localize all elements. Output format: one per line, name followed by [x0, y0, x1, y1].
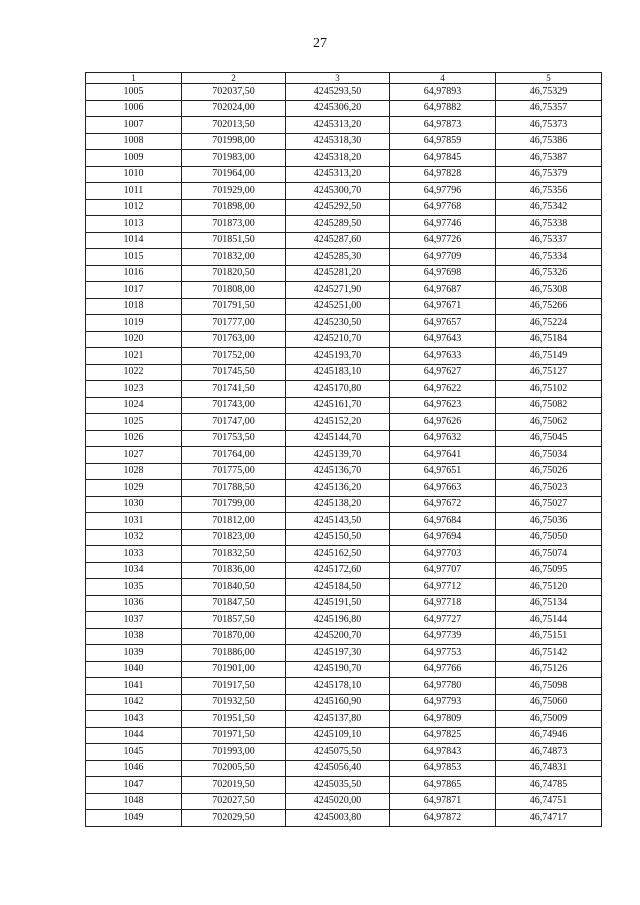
table-cell: 701983,00	[182, 150, 286, 167]
table-cell: 46,75127	[496, 364, 602, 381]
table-cell: 64,97825	[390, 727, 496, 744]
table-cell: 4245138,20	[286, 496, 390, 513]
table-cell: 701775,00	[182, 463, 286, 480]
table-cell: 46,75026	[496, 463, 602, 480]
table-cell: 702005,50	[182, 760, 286, 777]
table-cell: 1033	[86, 546, 182, 563]
table-cell: 701898,00	[182, 199, 286, 216]
table-cell: 1015	[86, 249, 182, 266]
table-cell: 46,74946	[496, 727, 602, 744]
table-cell: 46,75373	[496, 117, 602, 134]
table-cell: 1008	[86, 133, 182, 150]
table-cell: 1023	[86, 381, 182, 398]
table-cell: 1034	[86, 562, 182, 579]
table-row	[86, 331, 602, 348]
table-cell: 64,97865	[390, 777, 496, 794]
table-cell: 64,97872	[390, 810, 496, 827]
table-cell: 64,97753	[390, 645, 496, 662]
table-cell: 1022	[86, 364, 182, 381]
table-cell: 46,75142	[496, 645, 602, 662]
table-cell: 4245109,10	[286, 727, 390, 744]
table-cell: 4245251,00	[286, 298, 390, 315]
table-cell: 4245306,20	[286, 100, 390, 117]
table-cell: 701763,00	[182, 331, 286, 348]
table-row	[86, 414, 602, 431]
table-cell: 701873,00	[182, 216, 286, 233]
table-cell: 64,97712	[390, 579, 496, 596]
table-row	[86, 232, 602, 249]
table-cell: 4245144,70	[286, 430, 390, 447]
table-cell: 1047	[86, 777, 182, 794]
table-cell: 4245178,10	[286, 678, 390, 695]
table-cell: 4245313,20	[286, 117, 390, 134]
table-cell: 1028	[86, 463, 182, 480]
table-row	[86, 645, 602, 662]
table-cell: 701753,50	[182, 430, 286, 447]
table-cell: 1030	[86, 496, 182, 513]
table-cell: 1039	[86, 645, 182, 662]
table-cell: 4245271,90	[286, 282, 390, 299]
table-cell: 1044	[86, 727, 182, 744]
table-cell: 64,97768	[390, 199, 496, 216]
column-header: 2	[182, 73, 286, 84]
table-cell: 4245020,00	[286, 793, 390, 810]
table-cell: 4245075,50	[286, 744, 390, 761]
table-header-row	[86, 73, 602, 84]
table-cell: 46,75134	[496, 595, 602, 612]
table-cell: 46,75102	[496, 381, 602, 398]
table-cell: 64,97641	[390, 447, 496, 464]
table-cell: 1042	[86, 694, 182, 711]
table-cell: 1014	[86, 232, 182, 249]
table-row	[86, 480, 602, 497]
table-cell: 4245281,20	[286, 265, 390, 282]
table-cell: 64,97873	[390, 117, 496, 134]
table-cell: 64,97726	[390, 232, 496, 249]
table-cell: 701788,50	[182, 480, 286, 497]
table-cell: 4245196,80	[286, 612, 390, 629]
table-cell: 4245162,50	[286, 546, 390, 563]
table-cell: 64,97746	[390, 216, 496, 233]
table-cell: 4245318,20	[286, 150, 390, 167]
table-cell: 1038	[86, 628, 182, 645]
table-cell: 46,75036	[496, 513, 602, 530]
table-cell: 1017	[86, 282, 182, 299]
table-cell: 1045	[86, 744, 182, 761]
table-cell: 64,97766	[390, 661, 496, 678]
table-cell: 1037	[86, 612, 182, 629]
table-cell: 701832,00	[182, 249, 286, 266]
table-cell: 46,74717	[496, 810, 602, 827]
table-cell: 46,75120	[496, 579, 602, 596]
table-cell: 4245300,70	[286, 183, 390, 200]
table-cell: 64,97627	[390, 364, 496, 381]
table-body	[86, 84, 602, 827]
table-cell: 4245230,50	[286, 315, 390, 332]
table-cell: 1016	[86, 265, 182, 282]
table-cell: 4245003,80	[286, 810, 390, 827]
table-cell: 64,97633	[390, 348, 496, 365]
table-cell: 64,97845	[390, 150, 496, 167]
table-cell: 4245292,50	[286, 199, 390, 216]
table-cell: 1021	[86, 348, 182, 365]
table-row	[86, 744, 602, 761]
table-cell: 1024	[86, 397, 182, 414]
table-cell: 1041	[86, 678, 182, 695]
table-row	[86, 265, 602, 282]
table-cell: 701929,00	[182, 183, 286, 200]
table-cell: 46,75098	[496, 678, 602, 695]
table-cell: 46,75027	[496, 496, 602, 513]
table-cell: 1009	[86, 150, 182, 167]
table-row	[86, 760, 602, 777]
table-row	[86, 793, 602, 810]
table-cell: 4245056,40	[286, 760, 390, 777]
table-cell: 64,97709	[390, 249, 496, 266]
table-cell: 4245136,70	[286, 463, 390, 480]
table-cell: 4245170,80	[286, 381, 390, 398]
table-cell: 46,74873	[496, 744, 602, 761]
table-cell: 4245139,70	[286, 447, 390, 464]
table-cell: 4245183,10	[286, 364, 390, 381]
table-cell: 701764,00	[182, 447, 286, 464]
table-cell: 46,75074	[496, 546, 602, 563]
table-cell: 4245150,50	[286, 529, 390, 546]
table-cell: 64,97796	[390, 183, 496, 200]
table-cell: 4245152,20	[286, 414, 390, 431]
table-cell: 4245285,30	[286, 249, 390, 266]
table-cell: 1035	[86, 579, 182, 596]
table-row	[86, 166, 602, 183]
table-row	[86, 216, 602, 233]
table-row	[86, 711, 602, 728]
table-cell: 64,97707	[390, 562, 496, 579]
table-cell: 701791,50	[182, 298, 286, 315]
table-cell: 46,75060	[496, 694, 602, 711]
table-cell: 701820,50	[182, 265, 286, 282]
table-cell: 1012	[86, 199, 182, 216]
table-row	[86, 397, 602, 414]
table-row	[86, 364, 602, 381]
table-cell: 46,75356	[496, 183, 602, 200]
table-cell: 46,75023	[496, 480, 602, 497]
column-header: 4	[390, 73, 496, 84]
table-cell: 64,97718	[390, 595, 496, 612]
table-cell: 701832,50	[182, 546, 286, 563]
table-cell: 4245200,70	[286, 628, 390, 645]
table-cell: 4245313,20	[286, 166, 390, 183]
table-cell: 701971,50	[182, 727, 286, 744]
table-cell: 701743,00	[182, 397, 286, 414]
table-cell: 46,75308	[496, 282, 602, 299]
table-cell: 1007	[86, 117, 182, 134]
column-header: 3	[286, 73, 390, 84]
table-cell: 4245184,50	[286, 579, 390, 596]
table-cell: 46,75062	[496, 414, 602, 431]
table-row	[86, 133, 602, 150]
table-cell: 64,97727	[390, 612, 496, 629]
table-cell: 46,75045	[496, 430, 602, 447]
table-cell: 701886,00	[182, 645, 286, 662]
table-cell: 701951,50	[182, 711, 286, 728]
table-cell: 4245035,50	[286, 777, 390, 794]
table-cell: 64,97843	[390, 744, 496, 761]
table-cell: 701752,00	[182, 348, 286, 365]
table-row	[86, 694, 602, 711]
table-row	[86, 496, 602, 513]
table-cell: 64,97893	[390, 84, 496, 101]
table-cell: 46,75151	[496, 628, 602, 645]
table-cell: 46,74831	[496, 760, 602, 777]
table-cell: 701901,00	[182, 661, 286, 678]
table-cell: 4245193,70	[286, 348, 390, 365]
table-cell: 64,97687	[390, 282, 496, 299]
table-row	[86, 529, 602, 546]
table-row	[86, 628, 602, 645]
table-cell: 64,97626	[390, 414, 496, 431]
table-cell: 701747,00	[182, 414, 286, 431]
table-cell: 4245293,50	[286, 84, 390, 101]
table-cell: 701998,00	[182, 133, 286, 150]
table-cell: 46,75326	[496, 265, 602, 282]
table-row	[86, 678, 602, 695]
table-cell: 64,97694	[390, 529, 496, 546]
table-cell: 1031	[86, 513, 182, 530]
table-cell: 702013,50	[182, 117, 286, 134]
table-cell: 4245289,50	[286, 216, 390, 233]
table-cell: 64,97663	[390, 480, 496, 497]
column-header: 5	[496, 73, 602, 84]
table-cell: 1005	[86, 84, 182, 101]
table-cell: 64,97882	[390, 100, 496, 117]
table-cell: 1049	[86, 810, 182, 827]
table-cell: 702037,50	[182, 84, 286, 101]
table-cell: 46,75342	[496, 199, 602, 216]
table-cell: 1011	[86, 183, 182, 200]
table-row	[86, 430, 602, 447]
table-cell: 1046	[86, 760, 182, 777]
table-cell: 4245318,30	[286, 133, 390, 150]
table-cell: 4245190,70	[286, 661, 390, 678]
table-cell: 64,97684	[390, 513, 496, 530]
table-cell: 4245137,80	[286, 711, 390, 728]
table-cell: 1032	[86, 529, 182, 546]
table-cell: 701932,50	[182, 694, 286, 711]
table-cell: 46,75126	[496, 661, 602, 678]
table-cell: 46,75224	[496, 315, 602, 332]
table-cell: 64,97809	[390, 711, 496, 728]
table-cell: 64,97657	[390, 315, 496, 332]
table-cell: 701808,00	[182, 282, 286, 299]
table-cell: 1025	[86, 414, 182, 431]
table-cell: 46,75149	[496, 348, 602, 365]
table-row	[86, 727, 602, 744]
table-cell: 4245197,30	[286, 645, 390, 662]
table-cell: 702019,50	[182, 777, 286, 794]
table-cell: 1040	[86, 661, 182, 678]
table-cell: 64,97651	[390, 463, 496, 480]
table-cell: 1026	[86, 430, 182, 447]
table-cell: 64,97828	[390, 166, 496, 183]
table-cell: 64,97671	[390, 298, 496, 315]
table-cell: 64,97632	[390, 430, 496, 447]
table-cell: 4245191,50	[286, 595, 390, 612]
table-cell: 64,97698	[390, 265, 496, 282]
table-cell: 701857,50	[182, 612, 286, 629]
table-cell: 64,97871	[390, 793, 496, 810]
table-cell: 64,97703	[390, 546, 496, 563]
table-row	[86, 562, 602, 579]
table-cell: 1036	[86, 595, 182, 612]
table-row	[86, 348, 602, 365]
table-cell: 4245143,50	[286, 513, 390, 530]
table-cell: 46,75266	[496, 298, 602, 315]
table-cell: 46,75386	[496, 133, 602, 150]
table-cell: 46,75329	[496, 84, 602, 101]
table-cell: 702029,50	[182, 810, 286, 827]
table-cell: 64,97623	[390, 397, 496, 414]
table-row	[86, 298, 602, 315]
table-cell: 1043	[86, 711, 182, 728]
table-row	[86, 612, 602, 629]
table-row	[86, 579, 602, 596]
table-cell: 701799,00	[182, 496, 286, 513]
table-row	[86, 249, 602, 266]
table-cell: 64,97622	[390, 381, 496, 398]
table-row	[86, 183, 602, 200]
table-cell: 701993,00	[182, 744, 286, 761]
table-cell: 64,97672	[390, 496, 496, 513]
table-cell: 701777,00	[182, 315, 286, 332]
table-row	[86, 150, 602, 167]
table-row	[86, 381, 602, 398]
table-row	[86, 100, 602, 117]
table-cell: 46,75338	[496, 216, 602, 233]
table-cell: 46,75337	[496, 232, 602, 249]
table-cell: 4245160,90	[286, 694, 390, 711]
table-cell: 4245287,60	[286, 232, 390, 249]
table-row	[86, 463, 602, 480]
table-cell: 46,74785	[496, 777, 602, 794]
table-cell: 4245172,60	[286, 562, 390, 579]
table-cell: 1027	[86, 447, 182, 464]
table-cell: 701745,50	[182, 364, 286, 381]
table-row	[86, 117, 602, 134]
table-cell: 4245136,20	[286, 480, 390, 497]
table-row	[86, 282, 602, 299]
table-cell: 1010	[86, 166, 182, 183]
table-cell: 702027,50	[182, 793, 286, 810]
page-number: 27	[313, 36, 327, 51]
table-cell: 1019	[86, 315, 182, 332]
table-cell: 46,75387	[496, 150, 602, 167]
table-cell: 46,75334	[496, 249, 602, 266]
table-cell: 4245161,70	[286, 397, 390, 414]
table-cell: 64,97643	[390, 331, 496, 348]
table-cell: 1029	[86, 480, 182, 497]
table-row	[86, 810, 602, 827]
table-cell: 701851,50	[182, 232, 286, 249]
table-cell: 701741,50	[182, 381, 286, 398]
table-cell: 701964,00	[182, 166, 286, 183]
table-cell: 1020	[86, 331, 182, 348]
table-cell: 1013	[86, 216, 182, 233]
table-cell: 1006	[86, 100, 182, 117]
table-cell: 46,75379	[496, 166, 602, 183]
table-row	[86, 315, 602, 332]
table-cell: 701840,50	[182, 579, 286, 596]
table-cell: 701812,00	[182, 513, 286, 530]
table-cell: 4245210,70	[286, 331, 390, 348]
table-cell: 64,97853	[390, 760, 496, 777]
table-row	[86, 777, 602, 794]
coordinates-table	[85, 72, 602, 827]
table-cell: 701823,00	[182, 529, 286, 546]
table-row	[86, 546, 602, 563]
table-cell: 46,75034	[496, 447, 602, 464]
table-cell: 64,97739	[390, 628, 496, 645]
table-cell: 701847,50	[182, 595, 286, 612]
table-row	[86, 595, 602, 612]
table-cell: 46,75144	[496, 612, 602, 629]
table-cell: 701836,00	[182, 562, 286, 579]
table-cell: 46,75095	[496, 562, 602, 579]
table-cell: 64,97780	[390, 678, 496, 695]
table-cell: 701870,00	[182, 628, 286, 645]
table-cell: 702024,00	[182, 100, 286, 117]
table-row	[86, 513, 602, 530]
table-cell: 46,75009	[496, 711, 602, 728]
table-cell: 46,75082	[496, 397, 602, 414]
column-header: 1	[86, 73, 182, 84]
table-cell: 1048	[86, 793, 182, 810]
table-cell: 46,74751	[496, 793, 602, 810]
table-row	[86, 447, 602, 464]
table-cell: 46,75357	[496, 100, 602, 117]
table-cell: 46,75184	[496, 331, 602, 348]
table-cell: 701917,50	[182, 678, 286, 695]
table-row	[86, 84, 602, 101]
table-cell: 64,97793	[390, 694, 496, 711]
table-row	[86, 661, 602, 678]
table-cell: 46,75050	[496, 529, 602, 546]
table-cell: 1018	[86, 298, 182, 315]
table-row	[86, 199, 602, 216]
table-cell: 64,97859	[390, 133, 496, 150]
